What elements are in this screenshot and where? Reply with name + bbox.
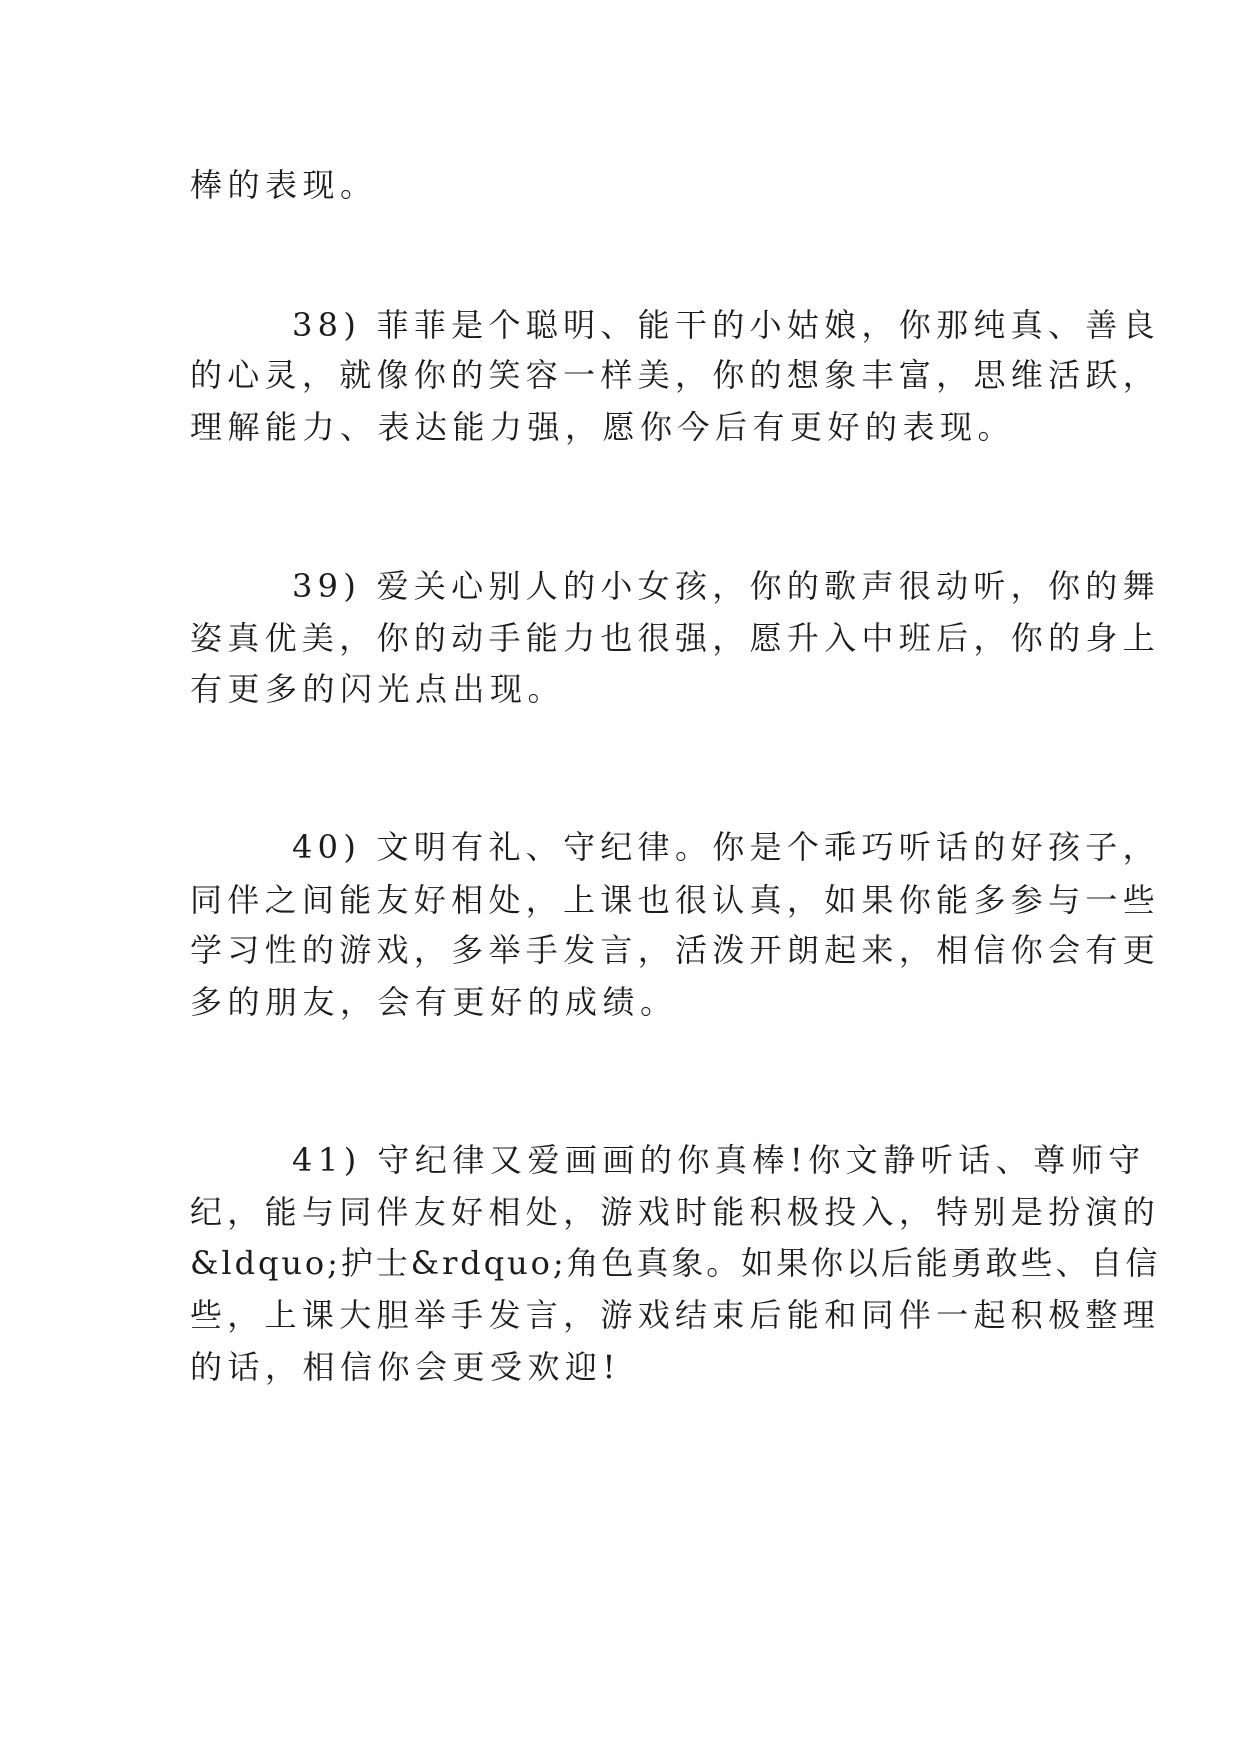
text-line: 棒的表现。: [190, 166, 378, 204]
text-line: 姿真优美，你的动手能力也很强，愿升入中班后，你的身上: [190, 619, 1161, 657]
text-line: 有更多的闪光点出现。: [190, 670, 566, 708]
text-line: 的话，相信你会更受欢迎!: [190, 1348, 621, 1386]
paragraph-41-first-line: 41) 守纪律又爱画画的你真棒!你文静听话、尊师守: [292, 1141, 1146, 1179]
text-line: 同伴之间能友好相处，上课也很认真，如果你能多参与一些: [190, 881, 1161, 919]
paragraph-40-first-line: 40) 文明有礼、守纪律。你是个乖巧听话的好孩子，: [292, 828, 1160, 866]
paragraph-38-first-line: 38) 菲菲是个聪明、能干的小姑娘，你那纯真、善良: [292, 306, 1160, 344]
paragraph-39-first-line: 39) 爱关心别人的小女孩，你的歌声很动听，你的舞: [292, 567, 1160, 605]
text-line: 学习性的游戏，多举手发言，活泼开朗起来，相信你会有更: [190, 931, 1161, 969]
text-line: 多的朋友，会有更好的成绩。: [190, 983, 678, 1021]
text-line: 些，上课大胆举手发言，游戏结束后能和同伴一起积极整理: [190, 1296, 1161, 1334]
text-line: 纪，能与同伴友好相处，游戏时能积极投入，特别是扮演的: [190, 1193, 1161, 1231]
text-line: 的心灵，就像你的笑容一样美，你的想象丰富，思维活跃，: [190, 356, 1161, 394]
text-line: &ldquo;护士&rdquo;角色真象。如果你以后能勇敢些、自信: [190, 1244, 1161, 1282]
text-line: 理解能力、表达能力强，愿你今后有更好的表现。: [190, 408, 1016, 446]
